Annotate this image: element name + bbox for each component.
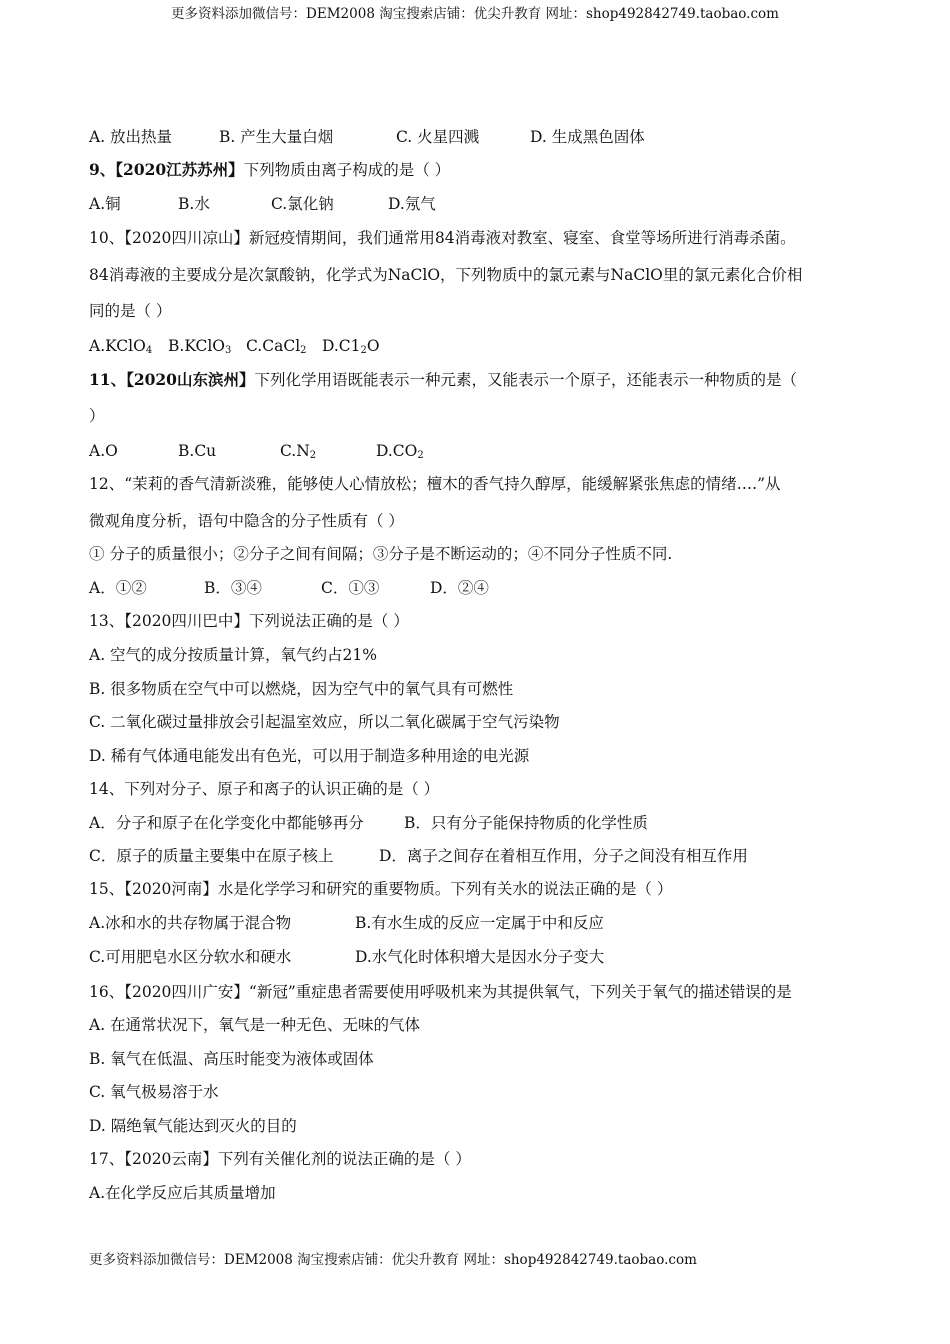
q13-option-d: D. 稀有气体通电能发出有色光，可以用于制造多种用途的电光源 [89, 747, 530, 765]
q11-option-a: A.O [89, 442, 118, 460]
q14-option-b: B．只有分子能保持物质的化学性质 [404, 814, 648, 832]
q17-option-a: A.在化学反应后其质量增加 [89, 1184, 276, 1202]
q10-option-b: B.KClO$_3$ [168, 337, 232, 356]
q12-stem-line-2: 微观角度分析，语句中隐含的分子性质有（ ） [89, 512, 404, 530]
q10-stem-line-1: 10、【2020四川凉山】新冠疫情期间，我们通常用84消毒液对教室、寝室、食堂等场所进行消毒杀菌。 [89, 229, 796, 247]
q10-option-c: C.CaCl$_2$ [246, 337, 307, 356]
q13-option-c: C. 二氧化碳过量排放会引起温室效应，所以二氧化碳属于空气污染物 [89, 713, 560, 731]
q10-stem-line-2: 84消毒液的主要成分是次氯酸钠，化学式为NaClO，下列物质中的氯元素与NaClO里的氯元素化合价相 [89, 266, 803, 284]
q11-option-d: $D.CO_2$ [376, 442, 424, 461]
q16-option-d: D. 隔绝氧气能达到灭火的目的 [89, 1117, 297, 1135]
q8-option-d: D. 生成黑色固体 [530, 128, 645, 146]
q14-options-row-2 [89, 845, 748, 867]
q9-option-a: A.铜 [89, 195, 121, 213]
q14-option-d: D．离子之间存在着相互作用，分子之间没有相互作用 [379, 847, 748, 865]
q12-option-a: A．①② [89, 579, 147, 597]
q10-option-a: A.KClO$_4$ [89, 337, 153, 356]
q10-options [89, 335, 380, 357]
q14-stem: 14、下列对分子、原子和离子的认识正确的是（ ） [89, 780, 440, 798]
q11-question: 下列化学用语既能表示一种元素，又能表示一个原子，还能表示一种物质的是（ [254, 371, 797, 389]
q9-option-c: C.氯化钠 [271, 195, 334, 213]
q15-option-b: B.有水生成的反应一定属于中和反应 [355, 914, 604, 932]
q9-stem [89, 159, 450, 181]
q8-options [89, 126, 645, 148]
q15-options-row-2 [89, 946, 604, 968]
q16-option-b: B. 氧气在低温、高压时能变为液体或固体 [89, 1050, 374, 1068]
q10-stem-line-3: 同的是（ ） [89, 302, 172, 320]
q9-options [89, 193, 436, 215]
q15-option-d: D.水气化时体积增大是因水分子变大 [355, 948, 605, 966]
q12-stem-line-1: 12、“茉莉的香气清新淡雅，能够使人心情放松；檀木的香气持久醇厚，能缓解紧张焦虑的情绪….”从 [89, 475, 781, 493]
q17-stem: 17、【2020云南】下列有关催化剂的说法正确的是（ ） [89, 1150, 471, 1168]
q16-option-c: C. 氧气极易溶于水 [89, 1083, 219, 1101]
q15-option-a: A.冰和水的共存物属于混合物 [89, 914, 292, 932]
q11-stem [89, 369, 797, 391]
q11-number: 11、 [89, 370, 127, 389]
q13-stem: 13、【2020四川巴中】下列说法正确的是（ ） [89, 612, 409, 630]
q13-option-a: A. 空气的成分按质量计算，氧气约占21% [89, 646, 377, 664]
q15-options-row-1 [89, 912, 604, 934]
q14-option-a: A．分子和原子在化学变化中都能够再分 [89, 814, 364, 832]
q9-option-b: B.水 [178, 195, 210, 213]
q15-option-c: C.可用肥皂水区分软水和硬水 [89, 948, 292, 966]
q9-option-d: D.氖气 [388, 195, 436, 213]
q9-number: 9、 [89, 160, 116, 179]
q12-option-d: D．②④ [430, 579, 489, 597]
q16-stem: 16、【2020四川广安】“新冠”重症患者需要使用呼吸机来为其提供氧气，下列关于氧气的描述错误的是 [89, 983, 792, 1001]
page-header: 更多资料添加微信号：DEM2008 淘宝搜索店铺：优尖升教育 网址：shop492842749.taobao.com [171, 6, 779, 22]
q15-stem: 15、【2020河南】水是化学学习和研究的重要物质。下列有关水的说法正确的是（ ） [89, 880, 673, 898]
page-footer: 更多资料添加微信号：DEM2008 淘宝搜索店铺：优尖升教育 网址：shop492842749.taobao.com [89, 1252, 697, 1268]
q12-options [89, 577, 489, 599]
q9-question: 下列物质由离子构成的是（ ） [243, 161, 451, 179]
q12-option-c: C．①③ [321, 579, 380, 597]
q10-option-d: $D.C1_2O$ [322, 337, 380, 356]
q9-source-tag: 【2020江苏苏州】 [115, 160, 244, 179]
q11-option-b: B.Cu [178, 442, 217, 460]
q13-option-b: B. 很多物质在空气中可以燃烧，因为空气中的氧气具有可燃性 [89, 680, 514, 698]
q8-option-c: C. 火星四溅 [396, 128, 480, 146]
q11-stem-end: ） [89, 407, 105, 425]
q11-options [89, 440, 424, 462]
q14-options-row-1 [89, 812, 648, 834]
q14-option-c: C．原子的质量主要集中在原子核上 [89, 847, 334, 865]
q12-statements: ① 分子的质量很小；②分子之间有间隔；③分子是不断运动的；④不同分子性质不同. [89, 545, 673, 563]
q16-option-a: A. 在通常状况下，氧气是一种无色、无味的气体 [89, 1016, 421, 1034]
q8-option-a: A. 放出热量 [89, 128, 173, 146]
q11-source-tag: 【2020山东滨州】 [126, 370, 255, 389]
q11-option-c: $C.N_2$ [280, 442, 317, 461]
q8-option-b: B. 产生大量白烟 [219, 128, 334, 146]
q12-option-b: B．③④ [204, 579, 262, 597]
